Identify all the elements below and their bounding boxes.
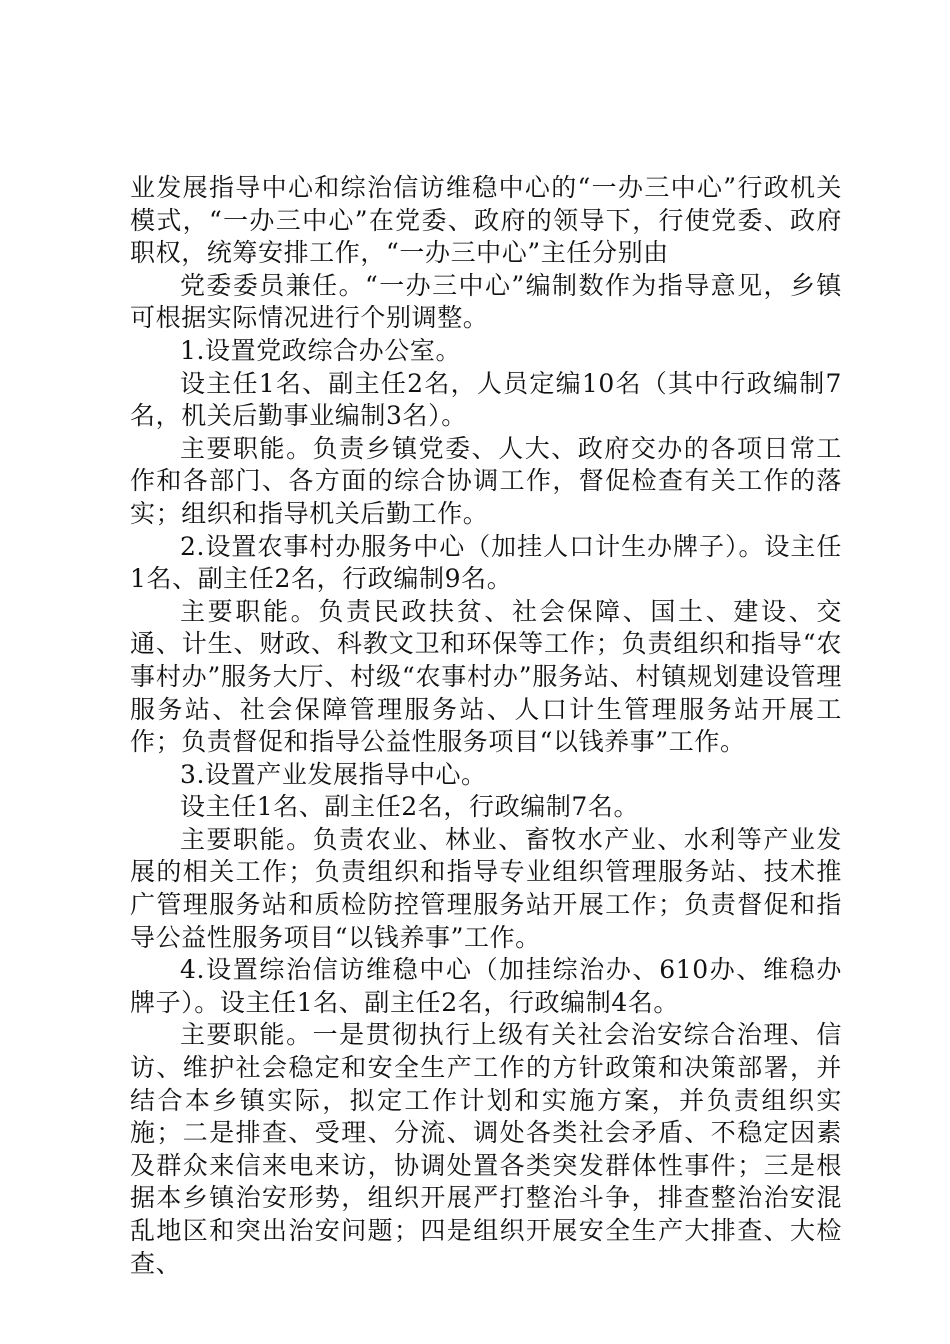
heading-industry-center: 3.设置产业发展指导中心。 (180, 759, 487, 789)
paragraph-industry-staffing: 设主任1名、副主任2名，行政编制7名。 (180, 792, 640, 822)
paragraph-staffing-note: 党委委员兼任。“一办三中心”编制数作为指导意见，乡镇可根据实际情况进行个别调整。 (130, 270, 842, 333)
heading-office: 1.设置党政综合办公室。 (180, 335, 462, 365)
paragraph-stability-duties: 主要职能。一是贯彻执行上级有关社会治安综合治理、信访、维护社会稳定和安全生产工作的方针政策和决策部署，并结合本乡镇实际，拟定工作计划和实施方案，并负责组织实施；二是排查、受理、分流、调处各类社会矛盾、不稳定因素及群众来信来电来访，协调处置各类突发群体性事件；三是根据本乡镇治安形势，组织开展严打整治斗争，排查整治治安混乱地区和突出治安问题；四是组织开展安全生产大排查、大检查、 (130, 1020, 842, 1278)
heading-service-center: 2.设置农事村办服务中心（加挂人口计生办牌子）。设主任1名、副主任2名，行政编制9名。 (130, 531, 842, 594)
paragraph-service-duties: 主要职能。负责民政扶贫、社会保障、国土、建设、交通、计生、财政、科教文卫和环保等工作；负责组织和指导“农事村办”服务大厅、村级“农事村办”服务站、村镇规划建设管理服务站、社会保障管理服务站、人口计生管理服务站开展工作；负责督促和指导公益性服务项目“以钱养事”工作。 (130, 596, 842, 757)
paragraph-continuation: 业发展指导中心和综治信访维稳中心的“一办三中心”行政机关模式，“一办三中心”在党委、政府的领导下，行使党委、政府职权，统筹安排工作，“一办三中心”主任分别由 (130, 173, 842, 268)
document-body (130, 172, 842, 1280)
paragraph-office-staffing: 设主任1名、副主任2名，人员定编10名（其中行政编制7名，机关后勤事业编制3名）。 (130, 368, 842, 431)
paragraph-industry-duties: 主要职能。负责农业、林业、畜牧水产业、水利等产业发展的相关工作；负责组织和指导专业组织管理服务站、技术推广管理服务站和质检防控管理服务站开展工作；负责督促和指导公益性服务项目“以钱养事”工作。 (130, 824, 842, 952)
heading-stability-center: 4.设置综治信访维稳中心（加挂综治办、610办、维稳办牌子）。设主任1名、副主任2名，行政编制4名。 (130, 955, 842, 1017)
paragraph-office-duties: 主要职能。负责乡镇党委、人大、政府交办的各项日常工作和各部门、各方面的综合协调工作，督促检查有关工作的落实；组织和指导机关后勤工作。 (130, 433, 842, 528)
